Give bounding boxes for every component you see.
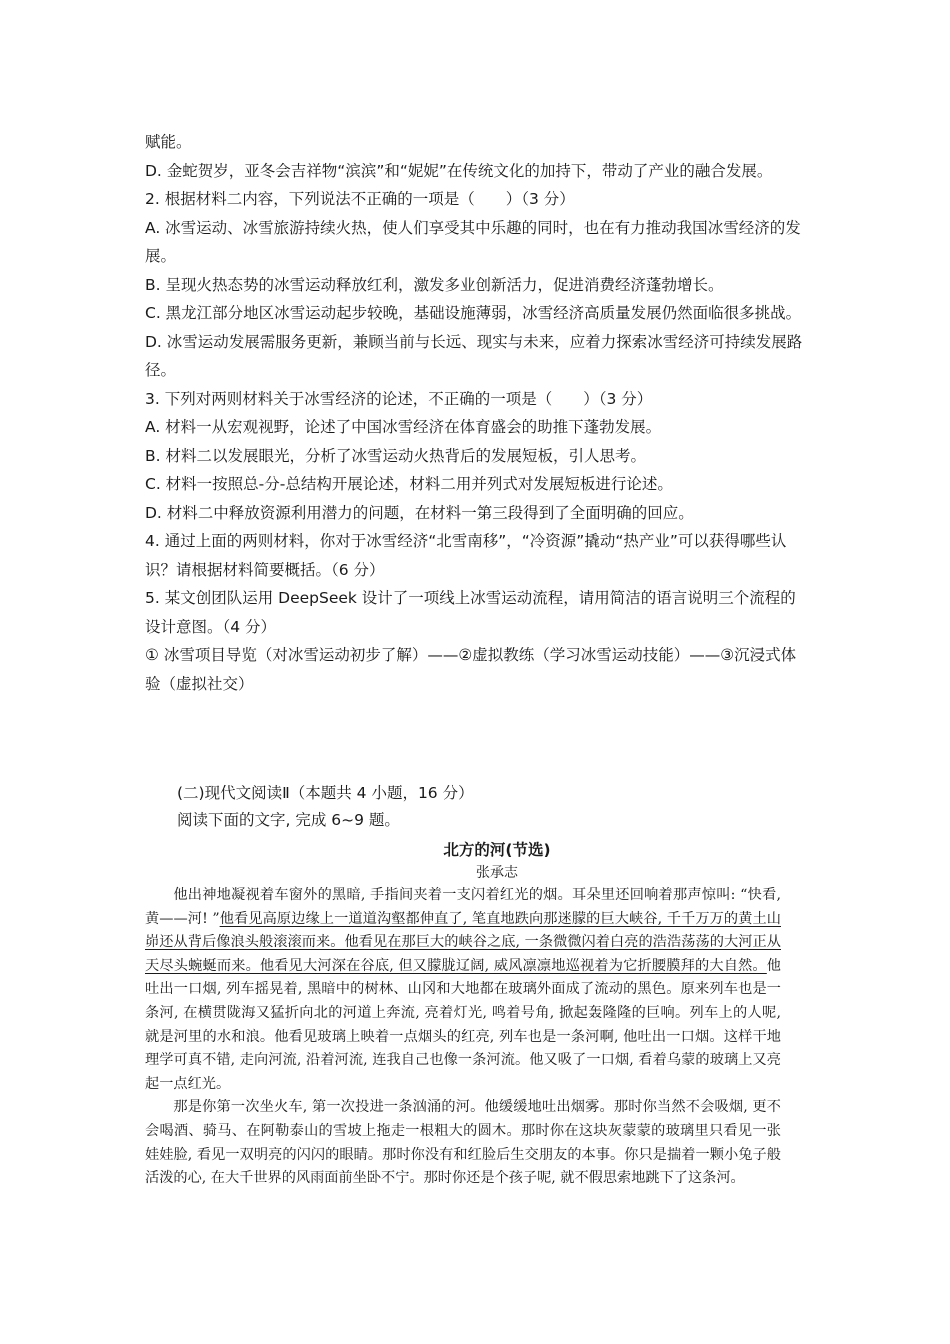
q3-option-a: A. 材料一从宏观视野，论述了中国冰雪经济在体育盛会的助推下蓬勃发展。	[145, 418, 662, 436]
q3-option-d: D. 材料二中释放资源利用潜力的问题，在材料一第三段得到了全面明确的回应。	[145, 503, 694, 522]
passage-paragraph-2: 那是你第一次坐火车, 第一次投进一条汹涌的河。他缓缓地吐出烟雾。那时你当然不会吸烟, 更不会喝酒、骑马、在阿勒泰山的雪坡上拖走一根粗大的圆木。那时你在这块灰蒙蒙的玻璃里只看见一张娃娃脸, 看见一双明亮的闪闪的眼睛。那时你没有和红脸后生交朋友的本事。你只是揣着一颗小兔子般活泼的心, 在大千世界的风雨面前坐卧不宁。那时你还是个孩子呢, 就不假思索地跳下了这条河。	[145, 1099, 781, 1187]
q5-stem: 5. 某文创团队运用 DeepSeek 设计了一项线上冰雪运动流程，请用简洁的语言说明三个流程的设计意图。（4 分）	[145, 589, 796, 636]
section-instruction: 阅读下面的文字, 完成 6~9 题。	[177, 811, 400, 829]
q4-stem: 4. 通过上面的两则材料，你对于冰雪经济“北雪南移”，“冷资源”撬动“热产业”可以获得哪些认识？请根据材料简要概括。（6 分）	[145, 532, 787, 579]
question-block-1-5	[145, 128, 805, 698]
q2-stem: 2. 根据材料二内容，下列说法不正确的一项是（ ）（3 分）	[145, 190, 575, 208]
q2-option-d: D. 冰雪运动发展需服务更新，兼顾当前与长远、现实与未来，应着力探索冰雪经济可持续发展路径。	[145, 332, 803, 379]
q2-option-c: C. 黑龙江部分地区冰雪运动起步较晚，基础设施薄弱，冰雪经济高质量发展仍然面临很多挑战。	[145, 304, 802, 322]
q3-option-b: B. 材料二以发展眼光，分析了冰雪运动火热背后的发展短板，引人思考。	[145, 446, 646, 465]
q2-option-b: B. 呈现火热态势的冰雪运动释放红利，激发多业创新活力，促进消费经济蓬勃增长。	[145, 275, 724, 294]
q5-flow: ① 冰雪项目导览（对冰雪运动初步了解）——②虚拟教练（学习冰雪运动技能）——③沉浸式体验（虚拟社交）	[145, 646, 797, 693]
q3-option-c: C. 材料一按照总-分-总结构开展论述，材料二用并列式对发展短板进行论述。	[145, 475, 673, 493]
underlined-sentence: 他看见高原边缘上一道道沟壑都伸直了, 笔直地跌向那迷朦的巨大峡谷, 千千万万的黄土山峁还从背后像浪头般滚滚而来。他看见在那巨大的峡谷之底, 一条微微闪着白亮的浩浩荡荡的大河正从天尽头蜿蜒而来。他看见大河深在谷底, 但又朦胧辽阔, 威风凛凛地巡视着为它折腰膜拜的大自然。	[145, 910, 781, 974]
passage-paragraph-1	[145, 884, 781, 1096]
q1-option-c-tail: 赋能。	[145, 133, 192, 151]
q3-stem: 3. 下列对两则材料关于冰雪经济的论述，不正确的一项是（ ）（3 分）	[145, 389, 653, 408]
passage-author: 张承志	[476, 865, 518, 881]
p1-lead: 他出神地凝视着车窗外的黑暗, 手指间夹着一支闪着红光的烟。耳朵里还回响着那声惊叫: “快看, 黄——河! ”	[145, 887, 781, 927]
q1-option-d: D. 金蛇贺岁，亚冬会吉祥物“滨滨”和“妮妮”在传统文化的加持下，带动了产业的融合发展。	[145, 161, 773, 180]
section-modern-reading-2	[145, 780, 817, 1191]
p1-rest: 他吐出一口烟, 列车摇晃着, 黑暗中的树林、山冈和大地都在玻璃外面成了流动的黑色。原来列车也是一条河, 在横贯陇海又猛折向北的河道上奔流, 亮着灯光, 鸣着号角, 掀起轰隆隆的巨响。列车上的人呢, 就是河里的水和浪。他看见玻璃上映着一点烟头的红亮, 列车也是一条河啊, 他吐出一口烟。这样干地理学可真不错, 走向河流, 沿着河流, 连我自己也像一条河流。他又吸了一口烟, 看着乌蒙的玻璃上又亮起一点红光。	[145, 957, 781, 1092]
q2-option-a: A. 冰雪运动、冰雪旅游持续火热，使人们享受其中乐趣的同时，也在有力推动我国冰雪经济的发展。	[145, 218, 801, 265]
passage-title: 北方的河(节选)	[443, 841, 551, 859]
section-heading: (二)现代文阅读Ⅱ（本题共 4 小题，16 分）	[177, 784, 474, 802]
